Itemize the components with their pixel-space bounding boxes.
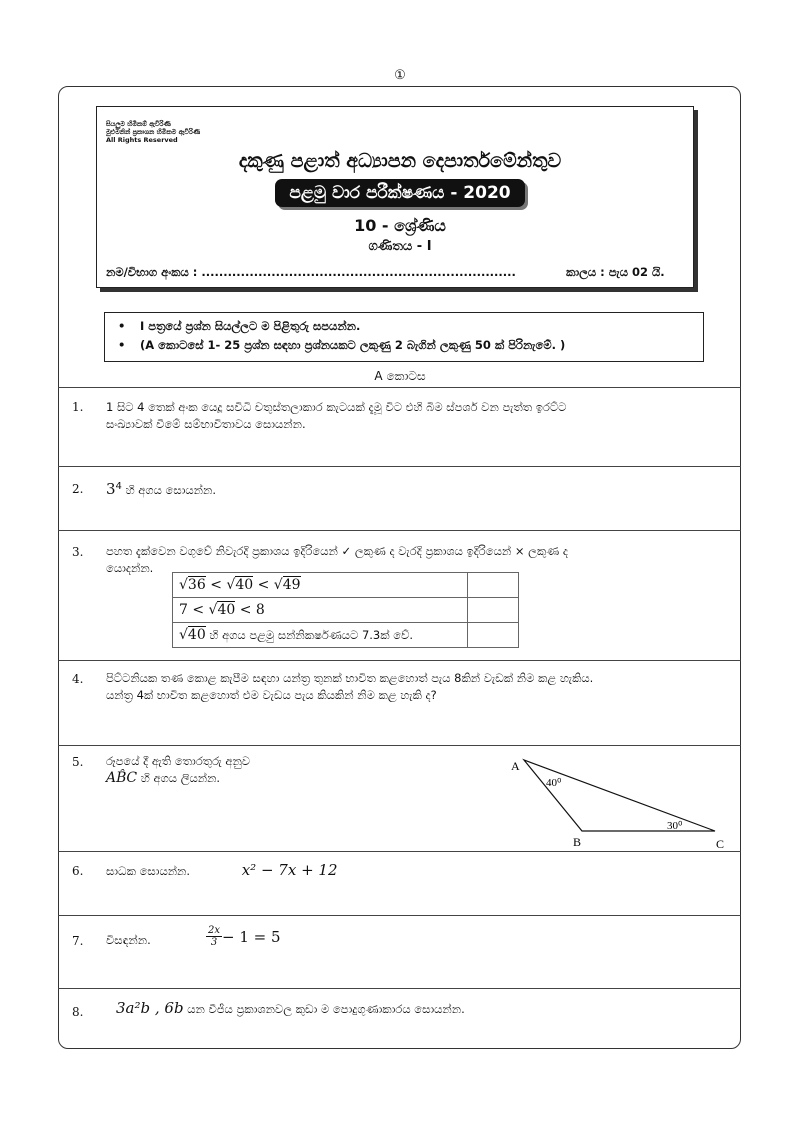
- question-number: 3.: [72, 545, 84, 559]
- section-label: A කොටස: [374, 369, 426, 383]
- table-row: [173, 623, 519, 648]
- table-row: [173, 573, 519, 598]
- angle-label-a: 40⁰: [546, 777, 562, 789]
- vertex-label-a: A: [511, 759, 520, 773]
- question-separator: [58, 660, 741, 661]
- question-text: සාධක සොයන්න.: [106, 864, 191, 878]
- vertex-label-c: C: [716, 837, 725, 850]
- subject-label: ගණිතය - I: [368, 239, 432, 254]
- question-2: [106, 478, 716, 499]
- copyright-notice: [106, 120, 200, 144]
- question-text: විසඳන්න.: [106, 933, 151, 947]
- equation: [206, 925, 281, 948]
- question-7: [106, 932, 716, 949]
- question-line: සංඛ්‍යාවක් වීමේ සම්භාවිතාවය සොයන්න.: [106, 417, 306, 431]
- question-5: [106, 753, 486, 787]
- question-line: 1 සිට 4 තෙක් අංක යෙදූ සවිධි චතුස්තලාකාර කැටයක් දැමූ විට එහි බිම ස්පර්ශ වන පැත්ත ඉරට්ට: [106, 400, 567, 414]
- question-4: [106, 670, 716, 704]
- question-number: 8.: [72, 1005, 84, 1019]
- question-line: යන්ත්‍ර 4ක් භාවිත කළහොත් එම වැඩය පැය කියකින් නිම කළ හැකි ද?: [106, 688, 437, 702]
- question-text: හි අගය ලියන්න.: [137, 771, 221, 785]
- question-1: [106, 399, 716, 433]
- question-line: පිට්ටනියක තණ කොළ කැපීම සඳහා යන්ත්‍ර තුනක් භාවිත කළහොත් පැය 8කින් වැඩක් නිම කළ හැකිය.: [106, 671, 594, 685]
- question-separator: [58, 466, 741, 467]
- copyright-line: All Rights Reserved: [106, 136, 178, 144]
- question-line: රූපයේ දී ඇති තොරතුරු අනුව: [106, 754, 251, 768]
- fraction-denominator: 3: [210, 937, 218, 948]
- question-number: 6.: [72, 864, 84, 878]
- exam-title: පළමු වාර පරීක්ෂණය - 2020: [275, 179, 524, 207]
- triangle-shape: [524, 760, 715, 831]
- question-6: [106, 862, 716, 880]
- statement-cell: √40 හි අගය පළමු සන්නිකර්ෂණයට 7.3ක් වේ.: [173, 623, 468, 648]
- power-base: 3: [106, 479, 116, 498]
- table-row: [173, 598, 519, 623]
- expression: 3a²b , 6b: [116, 999, 184, 1017]
- fraction-numerator: 2x: [208, 925, 221, 936]
- statement-cell: 7 < √40 < 8: [173, 598, 468, 623]
- answer-cell[interactable]: [468, 573, 519, 598]
- answer-cell[interactable]: [468, 623, 519, 648]
- question-separator: [58, 745, 741, 746]
- question-number: 5.: [72, 755, 84, 769]
- angle-symbol: AB̂C: [106, 770, 138, 786]
- question-separator: [58, 988, 741, 989]
- statement-table: [172, 572, 519, 648]
- department-title: දකුණු පළාත් අධ්‍යාපන දෙපාර්තමේන්තුව: [238, 150, 562, 172]
- equation-rest: − 1 = 5: [222, 927, 281, 946]
- instruction-text: (A කොටසේ 1- 25 ප්‍රශ්න සඳහා ප්‍රශ්නයකට ලකුණු 2 බැගින් ලකුණු 50 ක් පිරිනැමේ. ): [140, 338, 566, 352]
- name-index-field: නම/විභාග අංකය : ........................................................................: [106, 265, 516, 279]
- copyright-line: මුළුමනින් ප්‍රකාශන හිමිකම ඇවිරිණි: [106, 128, 201, 136]
- question-separator: [58, 851, 741, 852]
- statement-cell: √36 < √40 < √49: [173, 573, 468, 598]
- question-8: [116, 1000, 726, 1018]
- question-number: 7.: [72, 934, 84, 948]
- answer-cell[interactable]: [468, 598, 519, 623]
- triangle-figure: [500, 752, 730, 850]
- instruction-text: I පත්‍රයේ ප්‍රශ්න සියල්ලට ම පිළිතුරු සපයන්න.: [140, 319, 361, 333]
- question-line: පහත දැක්වෙන වගුවේ නිවැරදි ප්‍රකාශය ඉදිරියෙන් ✓ ලකුණ ද වැරදි ප්‍රකාශය ඉදිරියෙන් × ලකුණ ද: [106, 544, 568, 558]
- time-label: කාලය : පැය 02 යි.: [566, 265, 665, 279]
- question-number: 4.: [72, 672, 84, 686]
- instruction-item: [118, 338, 565, 353]
- question-line: යොදන්න.: [106, 561, 154, 575]
- page-number: ①: [394, 68, 406, 83]
- grade-label: 10 - ශ්‍රේණිය: [354, 216, 446, 235]
- question-text: යන වීජීය ප්‍රකාශනවල කුඩා ම පොදුගුණාකාරය සොයන්න.: [183, 1002, 465, 1016]
- angle-label-c: 30⁰: [667, 820, 683, 832]
- fraction: [206, 925, 222, 948]
- power-exponent: 4: [115, 481, 122, 492]
- vertex-label-b: B: [573, 835, 582, 849]
- exam-banner: [0, 179, 800, 207]
- question-separator: [58, 387, 741, 388]
- copyright-line: සියලුම හිමිකම් ඇවිරිණි: [106, 120, 171, 128]
- question-text: හි අගය සොයන්න.: [121, 482, 216, 497]
- question-number: 2.: [72, 482, 84, 496]
- instruction-item: [118, 319, 360, 334]
- expression: x² − 7x + 12: [241, 861, 338, 879]
- question-number: 1.: [72, 400, 84, 414]
- question-separator: [58, 915, 741, 916]
- question-separator: [58, 530, 741, 531]
